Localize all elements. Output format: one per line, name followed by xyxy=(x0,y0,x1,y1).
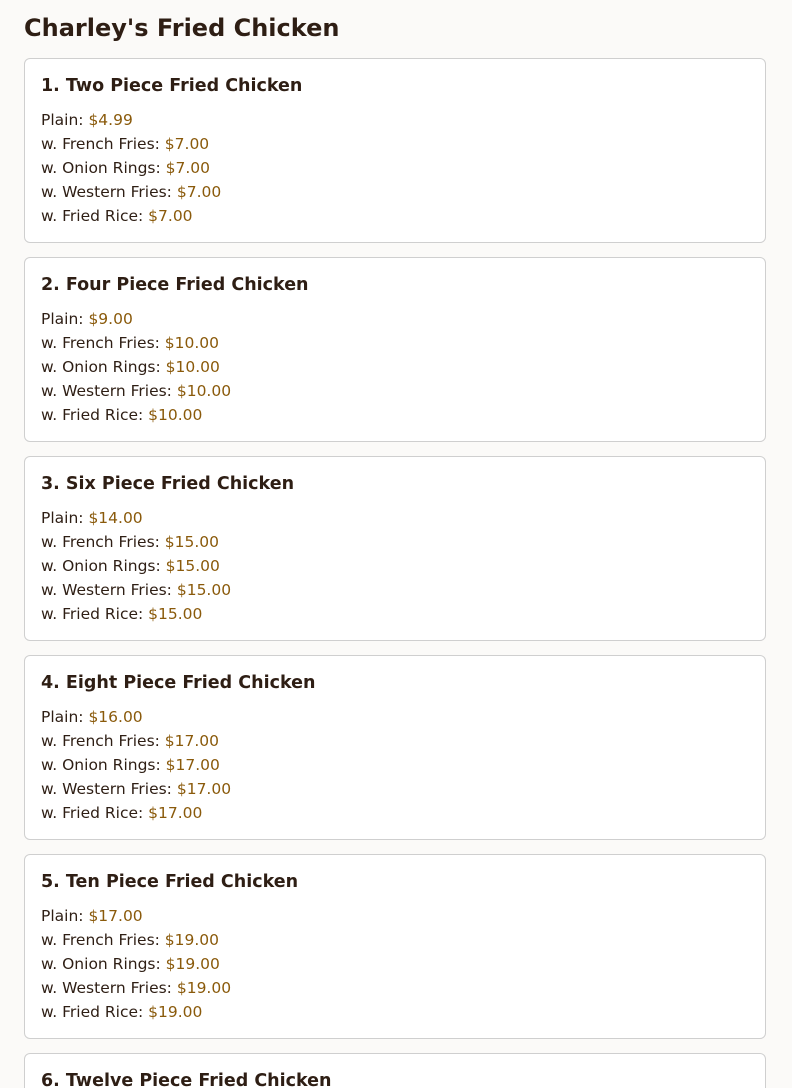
option-label: w. Western Fries: xyxy=(41,382,177,400)
option-label: w. Fried Rice: xyxy=(41,1003,149,1021)
option-row xyxy=(41,602,231,626)
option-price: $14.00 xyxy=(88,509,143,527)
option-label: w. French Fries: xyxy=(41,732,165,750)
option-price: $4.99 xyxy=(88,111,133,129)
menu-item-card xyxy=(24,257,766,442)
option-row xyxy=(41,928,231,952)
option-price: $19.00 xyxy=(176,979,232,997)
option-label: Plain: xyxy=(41,907,89,925)
option-label: w. French Fries: xyxy=(41,334,165,352)
option-row xyxy=(41,976,231,1000)
option-row xyxy=(41,403,231,427)
option-label: w. Onion Rings: xyxy=(41,557,166,575)
option-label: w. French Fries: xyxy=(41,931,165,949)
option-price: $7.00 xyxy=(164,135,210,153)
option-row xyxy=(41,180,221,204)
option-label: w. Western Fries: xyxy=(41,581,177,599)
menu-item-card xyxy=(24,58,766,243)
option-label: w. Western Fries: xyxy=(41,780,177,798)
option-price: $10.00 xyxy=(148,406,203,424)
option-label: w. Onion Rings: xyxy=(41,955,166,973)
option-row xyxy=(41,705,231,729)
menu-item-card xyxy=(24,854,766,1039)
option-label: Plain: xyxy=(41,509,89,527)
menu-item-title: 2. Four Piece Fried Chicken xyxy=(41,275,309,295)
option-price: $7.00 xyxy=(176,183,222,201)
option-price: $17.00 xyxy=(165,756,220,774)
option-label: Plain: xyxy=(41,310,89,328)
menu-item-title: 3. Six Piece Fried Chicken xyxy=(41,474,295,494)
option-row xyxy=(41,753,231,777)
option-row xyxy=(41,904,231,928)
option-label: w. Fried Rice: xyxy=(41,406,149,424)
option-label: w. Fried Rice: xyxy=(41,804,149,822)
menu-item-title: 1. Two Piece Fried Chicken xyxy=(41,76,303,96)
option-price: $19.00 xyxy=(164,931,220,949)
option-row xyxy=(41,801,231,825)
option-price: $7.00 xyxy=(165,159,211,177)
option-row xyxy=(41,204,221,228)
option-label: w. Western Fries: xyxy=(41,979,177,997)
option-price: $10.00 xyxy=(164,334,220,352)
option-row xyxy=(41,132,221,156)
option-price: $10.00 xyxy=(165,358,220,376)
option-label: Plain: xyxy=(41,111,89,129)
option-price: $19.00 xyxy=(148,1003,203,1021)
option-price: $17.00 xyxy=(148,804,203,822)
option-list xyxy=(41,108,221,228)
option-row xyxy=(41,331,231,355)
option-label: w. Fried Rice: xyxy=(41,605,149,623)
option-row xyxy=(41,554,231,578)
option-label: Plain: xyxy=(41,708,89,726)
option-row xyxy=(41,1000,231,1024)
option-list xyxy=(41,506,231,626)
option-price: $17.00 xyxy=(88,907,143,925)
option-row xyxy=(41,156,221,180)
option-price: $9.00 xyxy=(88,310,133,328)
option-price: $15.00 xyxy=(164,533,220,551)
option-price: $19.00 xyxy=(165,955,220,973)
menu-item-title: 4. Eight Piece Fried Chicken xyxy=(41,673,316,693)
page-title: Charley's Fried Chicken xyxy=(24,14,340,42)
option-row xyxy=(41,506,231,530)
option-row xyxy=(41,530,231,554)
option-row xyxy=(41,379,231,403)
option-label: w. French Fries: xyxy=(41,135,165,153)
option-label: w. Onion Rings: xyxy=(41,358,166,376)
option-row xyxy=(41,729,231,753)
option-list xyxy=(41,904,231,1024)
option-row xyxy=(41,307,231,331)
menu-item-title: 6. Twelve Piece Fried Chicken xyxy=(41,1071,332,1088)
menu-item-title: 5. Ten Piece Fried Chicken xyxy=(41,872,299,892)
option-row xyxy=(41,777,231,801)
option-label: w. Western Fries: xyxy=(41,183,177,201)
menu-item-card xyxy=(24,1053,766,1088)
option-price: $15.00 xyxy=(148,605,203,623)
option-price: $10.00 xyxy=(176,382,232,400)
option-label: w. Onion Rings: xyxy=(41,159,166,177)
option-price: $17.00 xyxy=(176,780,232,798)
option-price: $7.00 xyxy=(148,207,193,225)
option-label: w. French Fries: xyxy=(41,533,165,551)
option-row xyxy=(41,355,231,379)
option-price: $15.00 xyxy=(176,581,232,599)
option-list xyxy=(41,307,231,427)
option-label: w. Onion Rings: xyxy=(41,756,166,774)
menu-item-card xyxy=(24,456,766,641)
menu-item-card xyxy=(24,655,766,840)
option-row xyxy=(41,952,231,976)
option-price: $17.00 xyxy=(164,732,220,750)
option-row xyxy=(41,578,231,602)
option-price: $15.00 xyxy=(165,557,220,575)
option-row xyxy=(41,108,221,132)
option-label: w. Fried Rice: xyxy=(41,207,149,225)
option-list xyxy=(41,705,231,825)
option-price: $16.00 xyxy=(88,708,143,726)
